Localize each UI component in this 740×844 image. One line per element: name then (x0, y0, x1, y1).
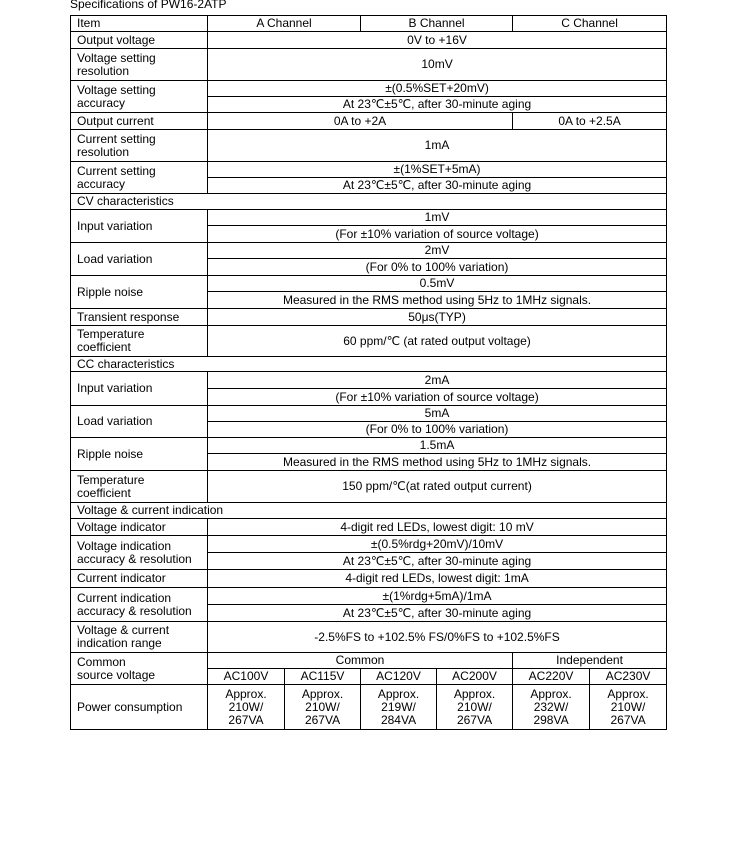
cv-ripple-noise-row (71, 276, 667, 292)
watts-value: 210W/ (610, 699, 646, 714)
header-c-channel: C Channel (513, 16, 667, 32)
current-indicator-row (71, 570, 667, 588)
source-independent-heading: Independent (513, 653, 667, 669)
cc-temperature-coefficient-value: 150 ppm/℃(at rated output current) (208, 471, 667, 503)
header-a-channel: A Channel (208, 16, 361, 32)
watts-value: 210W/ (228, 699, 264, 714)
cv-heading: CV characteristics (71, 194, 667, 210)
indication-heading: Voltage & current indication (71, 503, 667, 519)
current-setting-resolution-label (71, 130, 208, 162)
cv-ripple-noise-label: Ripple noise (71, 276, 208, 309)
label-line-1: Voltage & current (77, 623, 170, 637)
current-indicator-label: Current indicator (71, 570, 208, 588)
cv-input-variation-row (71, 210, 667, 226)
voltage-setting-resolution-value: 10mV (208, 49, 667, 81)
cc-input-variation-value: 2mA (208, 372, 667, 389)
current-setting-accuracy-value: ±(1%SET+5mA) (208, 162, 667, 178)
label-line-2: accuracy & resolution (77, 551, 192, 566)
approx-label: Approx. (225, 686, 267, 701)
voltage-indicator-value: 4-digit red LEDs, lowest digit: 10 mV (208, 519, 667, 536)
label-line-1: Current setting (77, 131, 156, 146)
voltage-indicator-label: Voltage indicator (71, 519, 208, 536)
indication-range-value: -2.5%FS to +102.5% FS/0%FS to +102.5%FS (208, 622, 667, 653)
current-indicator-value: 4-digit red LEDs, lowest digit: 1mA (208, 570, 667, 588)
power-consumption-row (71, 685, 667, 730)
label-line-2: resolution (77, 144, 130, 159)
indication-range-row (71, 622, 667, 653)
cc-temperature-coefficient-label (71, 471, 208, 503)
approx-label: Approx. (301, 686, 344, 701)
cv-ripple-noise-value: 0.5mV (208, 276, 667, 292)
source-voltage-label (71, 653, 208, 685)
cc-heading-row (71, 357, 667, 372)
label-line-1: Temperature (77, 327, 145, 341)
cc-load-variation-value: 5mA (208, 406, 667, 422)
source-voltage-value: AC200V (437, 669, 513, 685)
label-line-2: accuracy (77, 176, 126, 191)
cv-transient-response-row (71, 309, 667, 326)
current-setting-accuracy-row (71, 162, 667, 178)
cv-input-variation-value: 1mV (208, 210, 667, 226)
cc-input-variation-row (71, 372, 667, 389)
power-consumption-label: Power consumption (71, 685, 208, 730)
cc-ripple-noise-value: 1.5mA (208, 438, 667, 454)
current-accuracy-row (71, 588, 667, 605)
page-title: Specifications of PW16-2ATP (70, 0, 227, 11)
current-accuracy-value: ±(1%rdg+5mA)/1mA (208, 588, 667, 605)
label-line-2: accuracy & resolution (77, 603, 192, 618)
label-line-1: Voltage indication (77, 538, 172, 553)
label-line-1: Voltage setting (77, 82, 156, 97)
cc-ripple-noise-note: Measured in the RMS method using 5Hz to 1MHz signals. (208, 454, 667, 471)
watts-value: 210W/ (305, 699, 340, 714)
label-line-1: Current setting (77, 163, 156, 178)
cv-input-variation-note: (For ±10% variation of source voltage) (208, 226, 667, 243)
output-voltage-label: Output voltage (71, 32, 208, 49)
spec-table (70, 15, 667, 730)
header-item: Item (71, 16, 208, 32)
source-voltage-value: AC100V (208, 669, 285, 685)
approx-label: Approx. (453, 686, 496, 701)
cc-ripple-noise-row (71, 438, 667, 454)
power-consumption-cell (285, 685, 361, 730)
approx-label: Approx. (530, 686, 572, 701)
voltage-accuracy-row (71, 536, 667, 553)
label-line-2: accuracy (77, 95, 126, 110)
header-row (71, 16, 667, 32)
cv-load-variation-value: 2mV (208, 243, 667, 259)
label-line-2: indication range (77, 636, 162, 650)
voltage-accuracy-note: At 23℃±5℃, after 30-minute aging (208, 553, 667, 570)
cv-transient-response-label: Transient response (71, 309, 208, 326)
va-value: 298VA (533, 712, 569, 727)
output-voltage-row (71, 32, 667, 49)
voltage-setting-resolution-row (71, 49, 667, 81)
source-voltage-value: AC115V (285, 669, 361, 685)
voltage-setting-accuracy-label (71, 81, 208, 113)
header-b-channel: B Channel (361, 16, 513, 32)
power-consumption-cell (208, 685, 285, 730)
voltage-accuracy-value: ±(0.5%rdg+20mV)/10mV (208, 536, 667, 553)
va-value: 284VA (380, 712, 417, 727)
cv-load-variation-label: Load variation (71, 243, 208, 276)
power-consumption-cell (437, 685, 513, 730)
cc-load-variation-note: (For 0% to 100% variation) (208, 422, 667, 438)
source-voltage-value: AC220V (513, 669, 590, 685)
cv-temperature-coefficient-row (71, 326, 667, 357)
voltage-setting-resolution-label (71, 49, 208, 81)
output-current-c-value: 0A to +2.5A (513, 113, 667, 130)
current-setting-accuracy-note: At 23℃±5℃, after 30-minute aging (208, 178, 667, 194)
va-value: 267VA (228, 712, 264, 727)
cv-transient-response-value: 50μs(TYP) (208, 309, 667, 326)
voltage-setting-accuracy-note: At 23℃±5℃, after 30-minute aging (208, 97, 667, 113)
approx-label: Approx. (607, 686, 649, 701)
power-consumption-cell (361, 685, 437, 730)
label-line-1: Temperature (77, 472, 145, 487)
source-group-row (71, 653, 667, 669)
label-line-2: resolution (77, 63, 130, 78)
cc-heading: CC characteristics (71, 357, 667, 372)
watts-value: 210W/ (457, 699, 492, 714)
cc-temperature-coefficient-row (71, 471, 667, 503)
watts-value: 219W/ (381, 699, 416, 714)
current-accuracy-label (71, 588, 208, 622)
cv-temperature-coefficient-label (71, 326, 208, 357)
label-line-1: Current indication (77, 590, 172, 605)
current-accuracy-note: At 23℃±5℃, after 30-minute aging (208, 605, 667, 622)
current-setting-resolution-row (71, 130, 667, 162)
cv-input-variation-label: Input variation (71, 210, 208, 243)
source-voltage-value: AC120V (361, 669, 437, 685)
cv-load-variation-note: (For 0% to 100% variation) (208, 259, 667, 276)
va-value: 267VA (304, 712, 341, 727)
voltage-indicator-row (71, 519, 667, 536)
label-line-1: Common (77, 654, 126, 669)
cv-heading-row (71, 194, 667, 210)
current-setting-accuracy-label (71, 162, 208, 194)
power-consumption-cell (513, 685, 590, 730)
power-consumption-cell (590, 685, 667, 730)
voltage-accuracy-label (71, 536, 208, 570)
approx-label: Approx. (377, 686, 420, 701)
output-current-row (71, 113, 667, 130)
voltage-setting-accuracy-value: ±(0.5%SET+20mV) (208, 81, 667, 97)
cc-load-variation-label: Load variation (71, 406, 208, 438)
label-line-2: source voltage (77, 667, 156, 682)
va-value: 267VA (610, 712, 646, 727)
cv-load-variation-row (71, 243, 667, 259)
source-voltage-value: AC230V (590, 669, 667, 685)
source-common-heading: Common (208, 653, 513, 669)
cc-load-variation-row (71, 406, 667, 422)
watts-value: 232W/ (533, 699, 569, 714)
output-voltage-value: 0V to +16V (208, 32, 667, 49)
label-line-2: coefficient (77, 340, 131, 354)
cv-temperature-coefficient-value: 60 ppm/℃ (at rated output voltage) (208, 326, 667, 357)
output-current-label: Output current (71, 113, 208, 130)
cv-ripple-noise-note: Measured in the RMS method using 5Hz to 1MHz signals. (208, 292, 667, 309)
current-setting-resolution-value: 1mA (208, 130, 667, 162)
indication-range-label (71, 622, 208, 653)
cc-input-variation-note: (For ±10% variation of source voltage) (208, 389, 667, 406)
cc-ripple-noise-label: Ripple noise (71, 438, 208, 471)
cc-input-variation-label: Input variation (71, 372, 208, 406)
label-line-2: coefficient (77, 485, 131, 500)
indication-heading-row (71, 503, 667, 519)
label-line-1: Voltage setting (77, 50, 156, 65)
voltage-setting-accuracy-row (71, 81, 667, 97)
va-value: 267VA (456, 712, 493, 727)
output-current-ab-value: 0A to +2A (208, 113, 513, 130)
